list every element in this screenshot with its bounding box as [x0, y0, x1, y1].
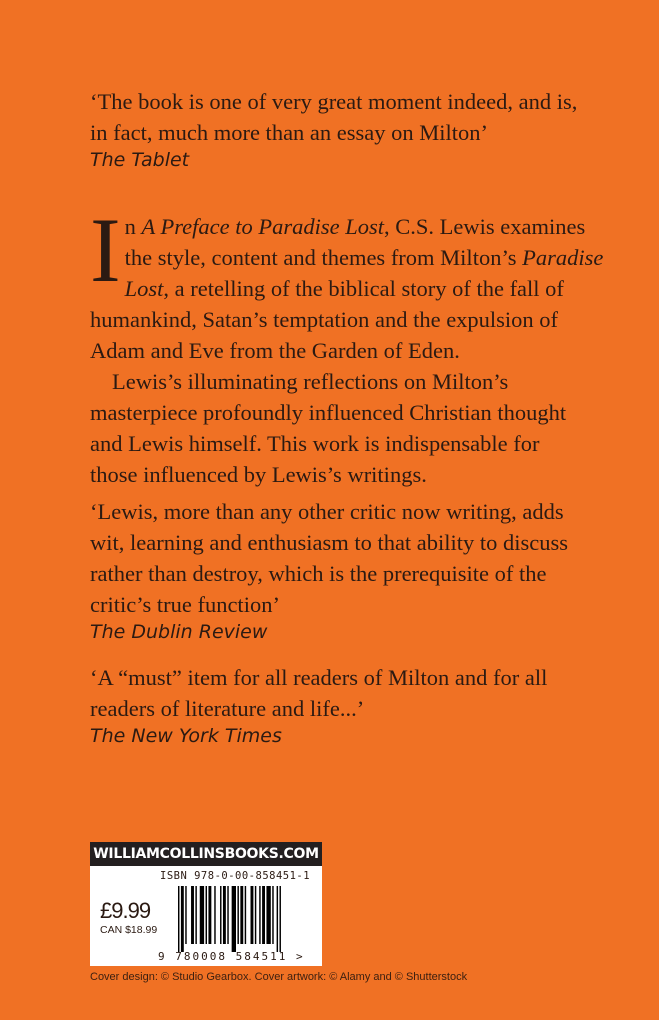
text: masterpiece profoundly influenced Christian thought: [90, 400, 567, 425]
book-title: A Preface to Paradise Lost: [141, 214, 384, 239]
quote-source: The Dublin Review: [90, 621, 268, 643]
price-canada: CAN $18.99: [100, 924, 158, 936]
drop-cap: I: [90, 199, 121, 301]
quote-line: readers of literature and life...’: [90, 696, 365, 721]
quote-source: The Tablet: [90, 149, 190, 171]
text: Adam and Eve from the Garden of Eden.: [90, 338, 460, 363]
quote-tablet: [90, 86, 610, 172]
text: , C.S. Lewis examines: [384, 214, 586, 239]
text: , a retelling of the biblical story of the fall of: [163, 276, 564, 301]
quote-line: ‘Lewis, more than any other critic now writing, adds: [90, 499, 564, 524]
quote-line: rather than destroy, which is the prerequisite of the: [90, 561, 547, 586]
book-title: Lost: [124, 276, 164, 301]
quote-line: ‘A “must” item for all readers of Milton and for all: [90, 665, 548, 690]
publisher-website: WILLIAMCOLLINSBOOKS.COM: [90, 842, 322, 866]
text: those influenced by Lewis’s writings.: [90, 462, 427, 487]
text: the style, content and themes from Milton’s: [124, 245, 523, 270]
book-title: Paradise: [522, 245, 604, 270]
cover-credits: Cover design: © Studio Gearbox. Cover artwork: © Alamy and © Shutterstock: [90, 971, 468, 983]
quote-line: wit, learning and enthusiasm to that ability to discuss: [90, 530, 569, 555]
barcode-box: [90, 842, 322, 966]
barcode: [178, 886, 312, 952]
text: and Lewis himself. This work is indispensable for: [90, 431, 540, 456]
quote-nyt: [90, 662, 610, 748]
quote-source: The New York Times: [90, 725, 282, 747]
quote-line: ‘The book is one of very great moment indeed, and is,: [90, 89, 578, 114]
quote-line: in fact, much more than an essay on Milton’: [90, 120, 489, 145]
text: humankind, Satan’s temptation and the expulsion of: [90, 307, 559, 332]
blurb: [90, 199, 610, 490]
text: Lewis’s illuminating reflections on Milton’s: [112, 369, 509, 394]
isbn: ISBN 978-0-00-858451-1: [160, 870, 311, 882]
text: n: [124, 214, 142, 239]
quote-dublin: [90, 496, 610, 644]
barcode-digits: 9 780008 584511 >: [158, 950, 305, 963]
price: £9.99: [100, 898, 151, 923]
quote-line: critic’s true function’: [90, 592, 280, 617]
